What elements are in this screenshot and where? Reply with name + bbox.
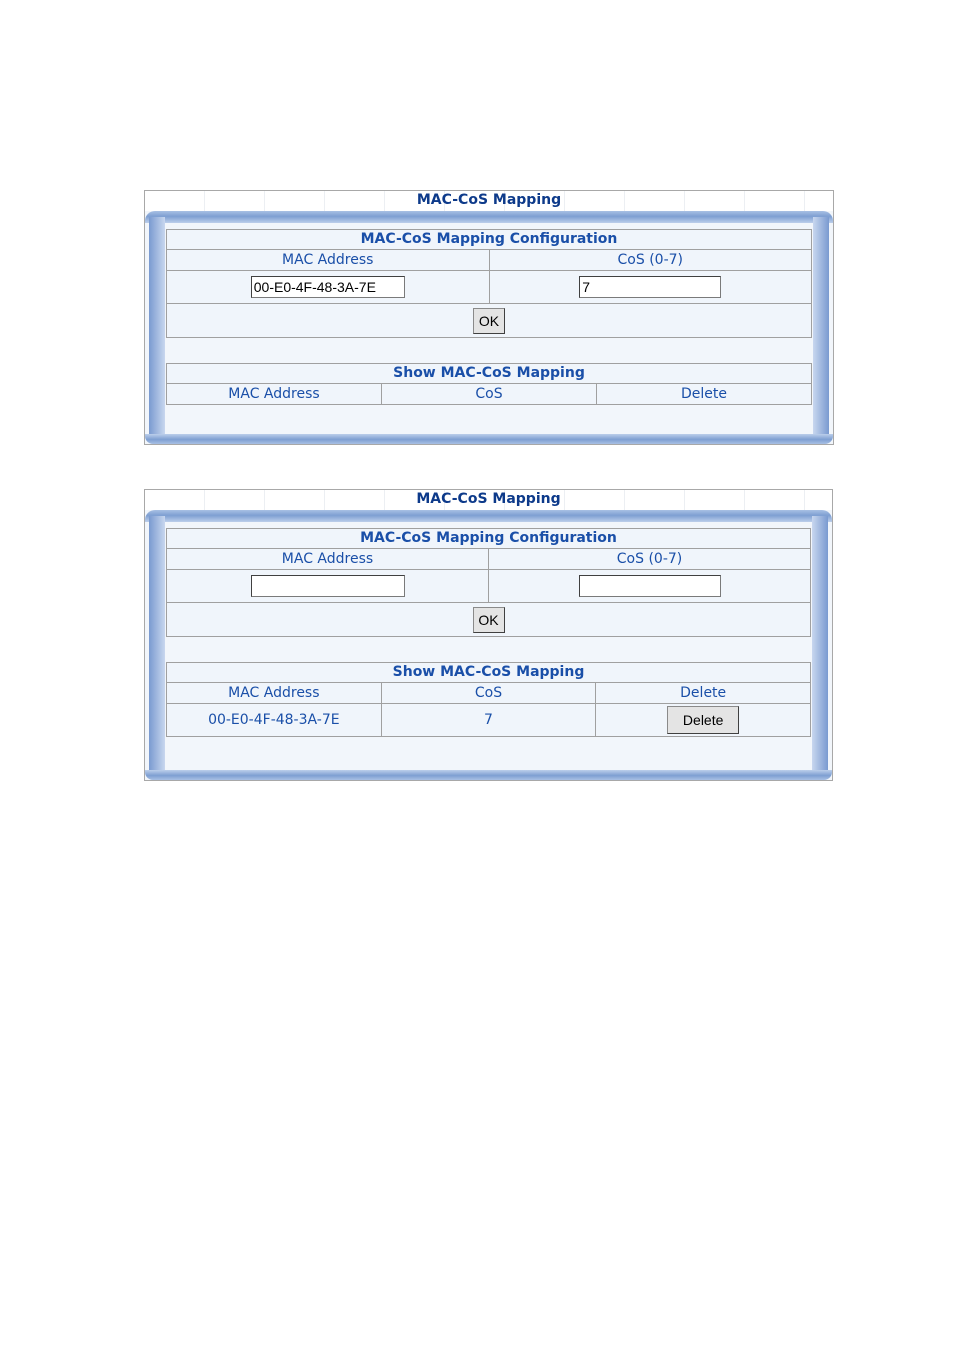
ok-button[interactable]: OK — [473, 308, 505, 334]
config-header: MAC-CoS Mapping Configuration — [167, 529, 811, 549]
panel-title: MAC-CoS Mapping — [145, 191, 833, 211]
show-col-mac: MAC Address — [167, 683, 382, 704]
frame-bottom — [145, 770, 832, 780]
cos-input[interactable] — [579, 575, 721, 597]
row-cos: 7 — [381, 704, 596, 737]
show-mapping-table — [166, 363, 812, 405]
frame-top — [145, 510, 832, 522]
show-header: Show MAC-CoS Mapping — [167, 364, 812, 384]
frame-left — [149, 217, 165, 438]
mac-cos-panel-after — [144, 489, 833, 781]
config-table — [166, 229, 812, 338]
frame-bottom — [145, 434, 833, 444]
ok-button[interactable]: OK — [473, 607, 505, 633]
col-cos-range: CoS (0-7) — [489, 250, 812, 271]
show-header: Show MAC-CoS Mapping — [167, 663, 811, 683]
col-mac-address: MAC Address — [167, 250, 490, 271]
row-mac-address: 00-E0-4F-48-3A-7E — [167, 704, 382, 737]
config-table — [166, 528, 811, 637]
show-col-delete: Delete — [597, 384, 812, 405]
show-col-cos: CoS — [381, 683, 596, 704]
mac-address-input[interactable] — [251, 276, 405, 298]
frame-left — [149, 516, 165, 774]
table-row — [167, 704, 811, 737]
mac-address-input[interactable] — [251, 575, 405, 597]
frame-right — [812, 516, 828, 774]
delete-button[interactable]: Delete — [667, 706, 739, 734]
panel-title: MAC-CoS Mapping — [145, 490, 832, 510]
show-col-cos: CoS — [382, 384, 597, 405]
show-col-delete: Delete — [596, 683, 811, 704]
mac-cos-panel-before — [144, 190, 834, 445]
frame-right — [813, 217, 829, 438]
col-mac-address: MAC Address — [167, 549, 489, 570]
frame-top — [145, 211, 833, 223]
show-mapping-table — [166, 662, 811, 737]
col-cos-range: CoS (0-7) — [489, 549, 811, 570]
config-header: MAC-CoS Mapping Configuration — [167, 230, 812, 250]
cos-input[interactable] — [579, 276, 721, 298]
show-col-mac: MAC Address — [167, 384, 382, 405]
